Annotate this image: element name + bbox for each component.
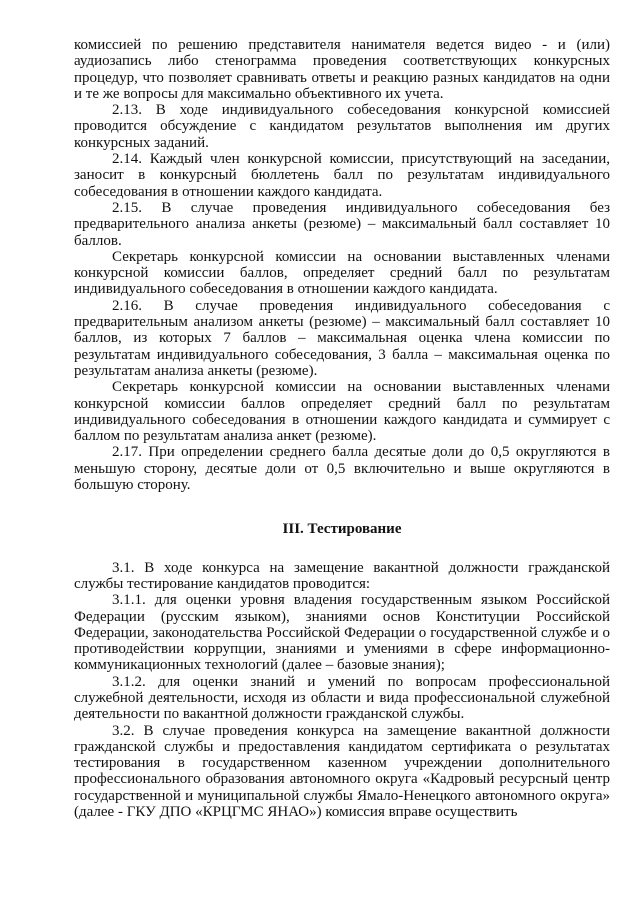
- paragraph-2-17: 2.17. При определении среднего балла десятые доли до 0,5 округляются в меньшую сторону, десятые доли от 0,5 включительно и выше округляются в большую сторону.: [74, 444, 610, 494]
- paragraph-2-13: 2.13. В ходе индивидуального собеседования конкурсной комиссией проводится обсуждение с кандидатом результатов выполнения им других конкурсных заданий.: [74, 102, 610, 151]
- paragraph-3-1: 3.1. В ходе конкурса на замещение вакантной должности гражданской службы тестирование кандидатов проводится:: [74, 559, 610, 592]
- document-page: [74, 37, 610, 820]
- paragraph-3-1-2: 3.1.2. для оценки знаний и умений по вопросам профессиональной служебной деятельности, исходя из области и вида профессиональной служебной деятельности по вакантной должности гражданской службы.: [74, 673, 610, 723]
- paragraph-2-16-secretary: Секретарь конкурсной комиссии на основании выставленных членами конкурсной комиссии баллов определяет средний балл по результатам индивидуального собеседования в отношении каждого кандидата и суммирует с баллом по результатам анализа анкет (резюме).: [74, 379, 610, 445]
- paragraph-2-16: 2.16. В случае проведения индивидуального собеседования с предварительным анализом анкеты (резюме) – максимальный балл составляет 10 баллов, из которых 7 баллов – максимальная оценка члена комиссии по результатам индивидуального собеседования, 3 балла – максимальная оценка по результатам анализа анкеты (резюме).: [74, 297, 610, 379]
- paragraph-3-2: 3.2. В случае проведения конкурса на замещение вакантной должности гражданской службы и предоставления кандидатом сертификата о результатах тестирования в государственном казенном учреждении дополнительного профессионального образования автономного округа «Кадровый ресурсный центр государственной и муниципальной службы Ямало-Ненецкого автономного округа» (далее - ГКУ ДПО «КРЦГМС ЯНАО») комиссия вправе осуществить: [74, 722, 610, 821]
- paragraph-2-15: 2.15. В случае проведения индивидуального собеседования без предварительного анализа анкеты (резюме) – максимальный балл составляет 10 баллов.: [74, 199, 610, 249]
- paragraph-2-14: 2.14. Каждый член конкурсной комиссии, присутствующий на заседании, заносит в конкурсный бюллетень балл по результатам индивидуального собеседования в отношении каждого кандидата.: [74, 151, 610, 200]
- section-heading: III. Тестирование: [282, 521, 402, 538]
- paragraph-continuation: комиссией по решению представителя нанимателя ведется видео - и (или) аудиозапись либо стенограмма проведения соответствующих конкурсных процедур, что позволяет сравнивать ответы и реакцию разных кандидатов на одни и те же вопросы для максимально объективного их учета.: [74, 37, 610, 102]
- paragraph-3-1-1: 3.1.1. для оценки уровня владения государственным языком Российской Федерации (русским языком), знаниями основ Конституции Российской Федерации, законодательства Российской Федерации о государственной службе и о противодействии коррупции, знаниями и умениями в сфере информационно-коммуникационных технологий (далее – базовые знания);: [74, 592, 610, 674]
- paragraph-2-15-secretary: Секретарь конкурсной комиссии на основании выставленных членами конкурсной комиссии баллов, определяет средний балл по результатам индивидуального собеседования в отношении каждого кандидата.: [74, 248, 610, 298]
